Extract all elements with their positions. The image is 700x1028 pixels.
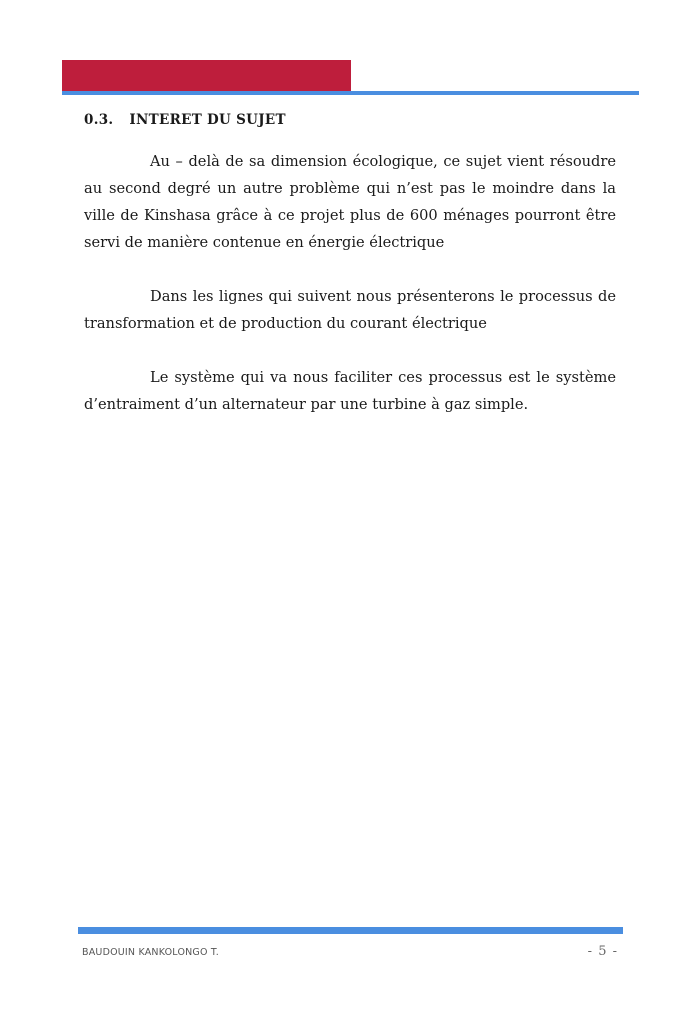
section-number: 0.3. bbox=[84, 112, 114, 128]
paragraph bbox=[84, 148, 616, 256]
header-rule bbox=[62, 91, 639, 95]
paragraph-text: Au – delà de sa dimension écologique, ce sujet vient résoudre au second degré un autre problème qui n’est pas le moindre dans la ville de Kinshasa grâce à ce projet plus de 600 ménages pourront être servi de manière contenue en énergie électrique bbox=[84, 153, 616, 251]
paragraph-text: Dans les lignes qui suivent nous présenterons le processus de transformation et de production du courant électrique bbox=[84, 288, 616, 332]
footer-author: BAUDOUIN KANKOLONGO T. bbox=[82, 947, 219, 958]
section-heading bbox=[84, 112, 286, 128]
section-title: INTERET DU SUJET bbox=[129, 112, 286, 128]
header-accent-bar bbox=[62, 60, 351, 92]
paragraph-text: Le système qui va nous faciliter ces processus est le système d’entraiment d’un alternateur par une turbine à gaz simple. bbox=[84, 369, 616, 413]
paragraph bbox=[84, 364, 616, 418]
paragraph bbox=[84, 283, 616, 337]
footer-rule bbox=[78, 927, 623, 934]
page-number: - 5 - bbox=[587, 944, 618, 959]
